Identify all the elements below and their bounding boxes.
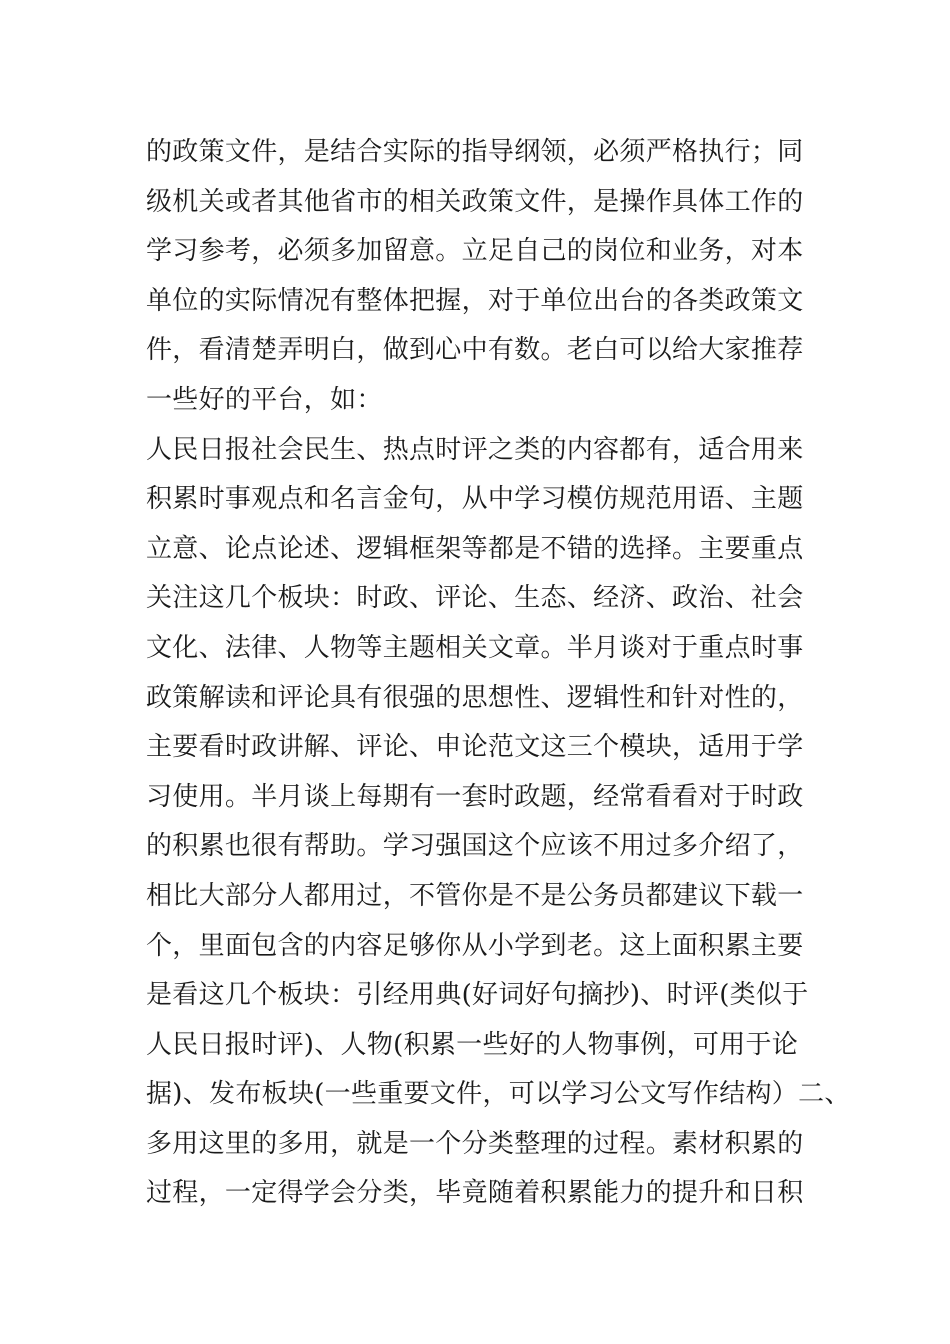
text-line: 立意、论点论述、逻辑框架等都是不错的选择。主要重点 xyxy=(146,533,804,564)
text-line: 相比大部分人都用过，不管你是不是公务员都建议下载一 xyxy=(146,880,804,911)
text-line: 人民日报社会民生、热点时评之类的内容都有，适合用来 xyxy=(146,434,804,465)
text-line: 的积累也很有帮助。学习强国这个应该不用过多介绍了， xyxy=(146,831,804,862)
text-line: 级机关或者其他省市的相关政策文件，是操作具体工作的 xyxy=(146,186,804,217)
text-line: 据)、发布板块(一些重要文件，可以学习公文写作结构）二、 xyxy=(146,1079,851,1110)
text-line: 积累时事观点和名言金句，从中学习模仿规范用语、主题 xyxy=(146,484,804,515)
text-line: 过程，一定得学会分类，毕竟随着积累能力的提升和日积 xyxy=(146,1178,804,1209)
text-line: 多用这里的多用，就是一个分类整理的过程。素材积累的 xyxy=(146,1128,804,1159)
document-body-text xyxy=(146,128,851,1219)
text-line: 人民日报时评)、人物(积累一些好的人物事例，可用于论 xyxy=(146,1029,799,1060)
text-line: 学习参考，必须多加留意。立足自己的岗位和业务，对本 xyxy=(146,236,804,267)
text-line: 的政策文件，是结合实际的指导纲领，必须严格执行；同 xyxy=(146,137,804,167)
text-line: 一些好的平台，如： xyxy=(146,384,383,415)
text-line: 关注这几个板块：时政、评论、生态、经济、政治、社会 xyxy=(146,583,804,614)
text-line: 是看这几个板块：引经用典(好词好句摘抄)、时评(类似于 xyxy=(146,980,809,1011)
text-line: 政策解读和评论具有很强的思想性、逻辑性和针对性的， xyxy=(146,682,804,713)
text-line: 习使用。半月谈上每期有一套时政题，经常看看对于时政 xyxy=(146,781,804,812)
text-line: 件，看清楚弄明白，做到心中有数。老白可以给大家推荐 xyxy=(146,335,804,366)
text-line: 个，里面包含的内容足够你从小学到老。这上面积累主要 xyxy=(146,930,804,961)
text-line: 主要看时政讲解、评论、申论范文这三个模块，适用于学 xyxy=(146,732,804,763)
text-line: 文化、法律、人物等主题相关文章。半月谈对于重点时事 xyxy=(146,632,804,663)
text-line: 单位的实际情况有整体把握，对于单位出台的各类政策文 xyxy=(146,285,804,316)
